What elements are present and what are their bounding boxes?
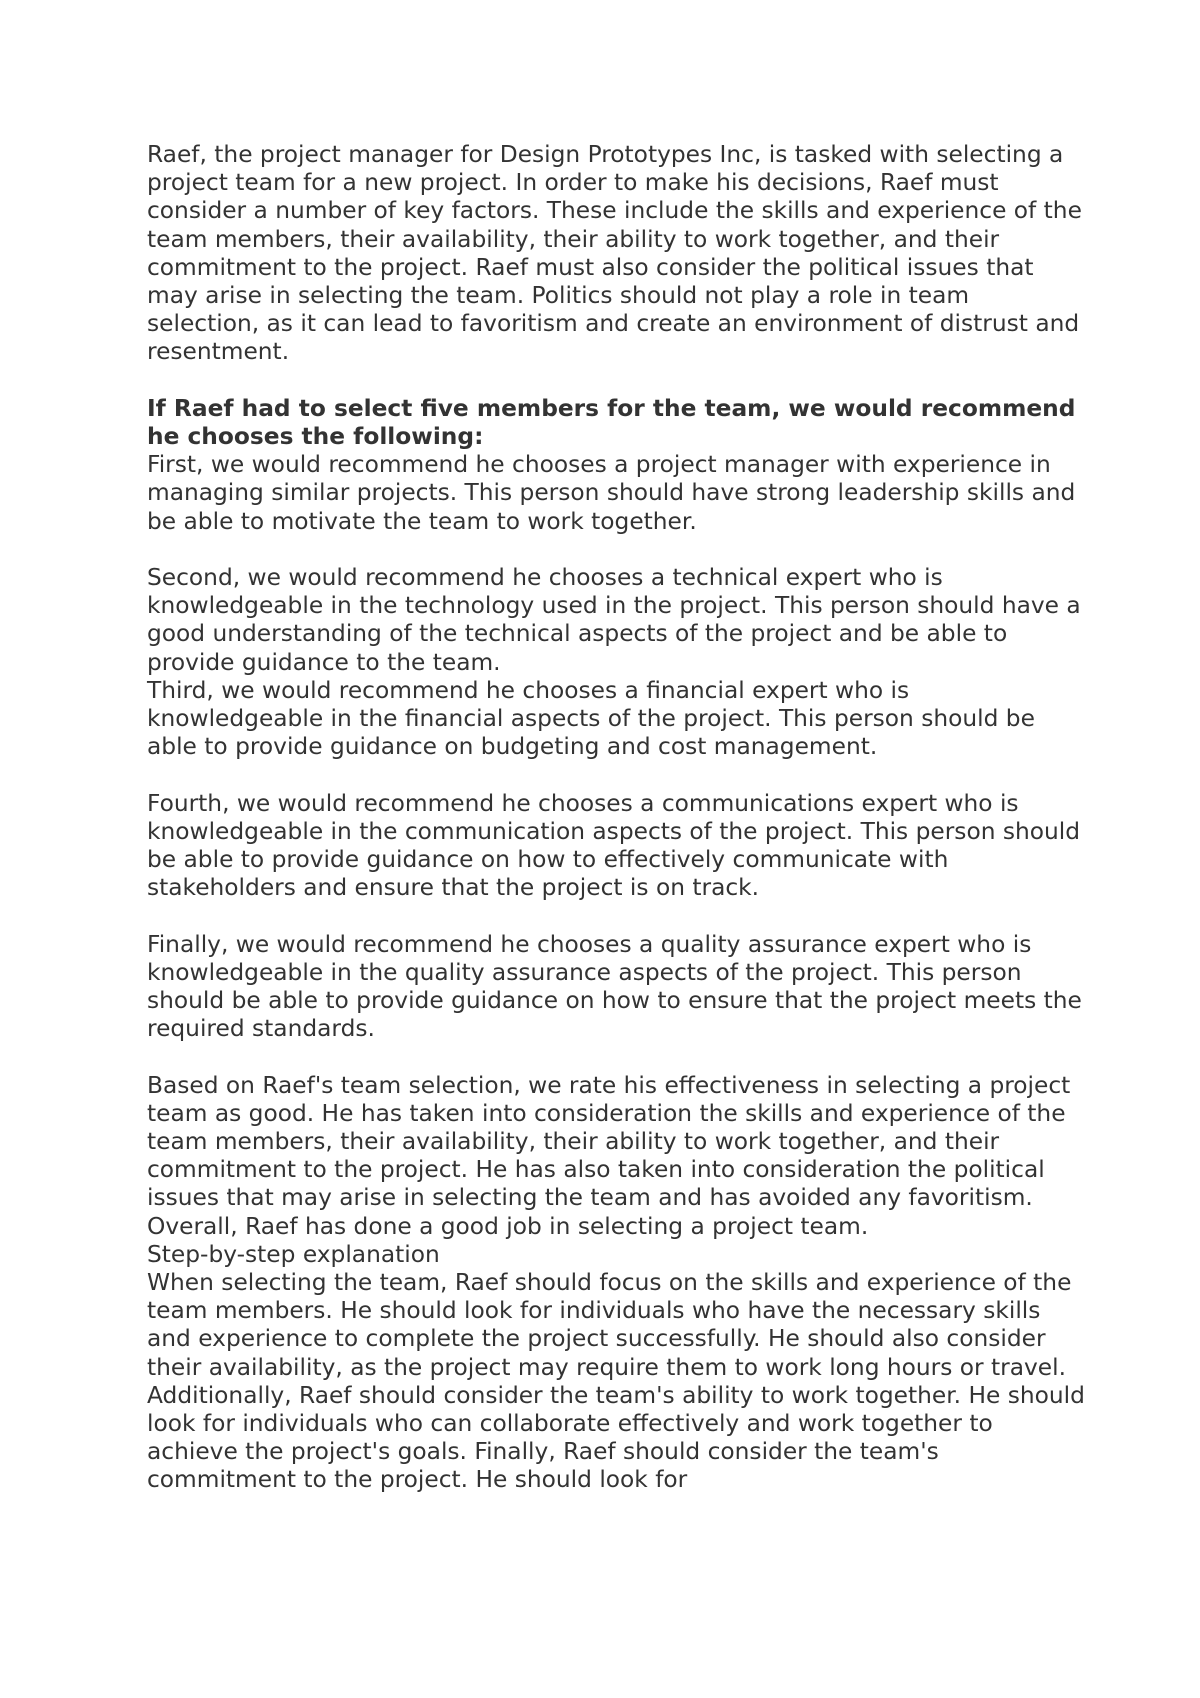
- third-recommendation: Third, we would recommend he chooses a financial expert who is knowledgeable in the financial aspects of the project. This person should be able to provide guidance on budgeting and cost management.: [147, 676, 1035, 761]
- fifth-recommendation: Finally, we would recommend he chooses a quality assurance expert who is knowledgeable in the quality assurance aspects of the project. This person should be able to provide guidance on how to ensure that the project meets the required standards.: [147, 930, 1082, 1043]
- rating-paragraph: Based on Raef's team selection, we rate his effectiveness in selecting a project team as good. He has taken into consideration the skills and experience of the team members, their availability, their ability to work together, and their commitment to the project. He has also taken into consideration the political issues that may arise in selecting the team and has avoided any favoritism. Overall, Raef has done a good job in selecting a project team.: [147, 1071, 1071, 1240]
- document-page: [147, 141, 1087, 1495]
- intro-paragraph: Raef, the project manager for Design Prototypes Inc, is tasked with selecting a project team for a new project. In order to make his decisions, Raef must consider a number of key factors. These include the skills and experience of the team members, their availability, their ability to work together, and their commitment to the project. Raef must also consider the political issues that may arise in selecting the team. Politics should not play a role in team selection, as it can lead to favoritism and create an environment of distrust and resentment.: [147, 141, 1082, 366]
- first-recommendation: First, we would recommend he chooses a project manager with experience in managing similar projects. This person should have strong leadership skills and be able to motivate the team to work together.: [147, 451, 1076, 535]
- explanation-paragraph: When selecting the team, Raef should focus on the skills and experience of the team members. He should look for individuals who have the necessary skills and experience to complete the project successfully. He should also consider their availability, as the project may require them to work long hours or travel. Additionally, Raef should consider the team's ability to work together. He should look for individuals who can collaborate effectively and work together to achieve the project's goals. Finally, Raef should consider the team's commitment to the project. He should look for: [147, 1269, 1085, 1494]
- second-recommendation: Second, we would recommend he chooses a technical expert who is knowledgeable in the technology used in the project. This person should have a good understanding of the technical aspects of the project and be able to provide guidance to the team.: [147, 564, 1081, 676]
- step-by-step-label: Step-by-step explanation: [147, 1240, 440, 1268]
- recommendation-heading: If Raef had to select five members for the team, we would recommend he chooses the following:: [147, 394, 1076, 451]
- fourth-recommendation: Fourth, we would recommend he chooses a communications expert who is knowledgeable in the communication aspects of the project. This person should be able to provide guidance on how to effectively communicate with stakeholders and ensure that the project is on track.: [147, 789, 1081, 902]
